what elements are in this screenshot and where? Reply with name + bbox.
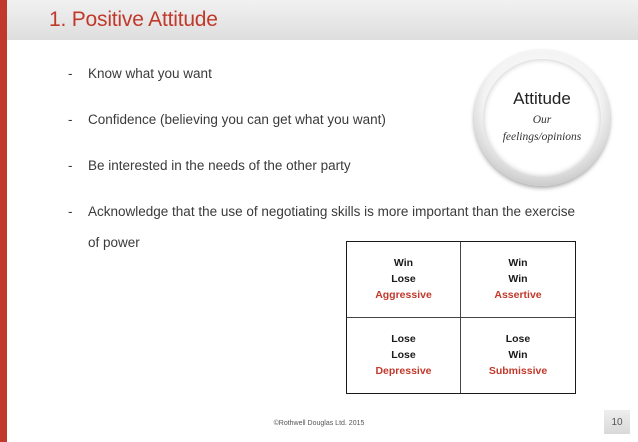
bullet-text: Be interested in the needs of the other party [88, 158, 351, 173]
matrix-cell-tag: Depressive [375, 365, 432, 378]
badge-title: Attitude [513, 89, 571, 108]
badge-subtitle-line1: Our [532, 114, 552, 126]
accent-sidebar [0, 0, 7, 442]
matrix-cell-tag: Assertive [494, 289, 542, 302]
bullet-text: Know what you want [88, 66, 212, 81]
matrix-cell-win-lose [347, 242, 461, 318]
bullet-marker: - [68, 112, 73, 127]
bullet-text: Confidence (believing you can get what you want) [88, 112, 386, 127]
copyright-footer: ©Rothwell Douglas Ltd. 2015 [273, 420, 365, 427]
matrix-cell-line1: Lose [391, 333, 416, 346]
attitude-badge-face [483, 59, 601, 177]
bullet-text: Acknowledge that the use of negotiating skills is more important than the exercise of power [88, 204, 576, 250]
matrix-cell-tag: Aggressive [375, 289, 432, 302]
outcome-matrix [346, 241, 576, 394]
matrix-cell-win-win [461, 242, 575, 318]
bullet-marker: - [68, 204, 73, 219]
matrix-cell-line2: Win [508, 273, 528, 286]
bullet-marker: - [68, 158, 73, 173]
matrix-cell-line1: Win [393, 257, 414, 270]
bullet-marker: - [68, 66, 73, 81]
slide-title: 1. Positive Attitude [49, 8, 218, 31]
matrix-cell-lose-lose [347, 318, 461, 394]
matrix-cell-line1: Lose [505, 333, 531, 346]
matrix-cell-line2: Win [508, 349, 528, 362]
page-number: 10 [604, 410, 630, 434]
matrix-cell-line1: Win [508, 257, 528, 270]
matrix-cell-lose-win [461, 318, 575, 394]
badge-subtitle-line2: feelings/opinions [502, 131, 582, 143]
matrix-cell-line2: Lose [391, 349, 416, 362]
matrix-cell-tag: Submissive [488, 365, 548, 378]
attitude-badge [474, 50, 610, 186]
matrix-cell-line2: Lose [391, 273, 416, 286]
